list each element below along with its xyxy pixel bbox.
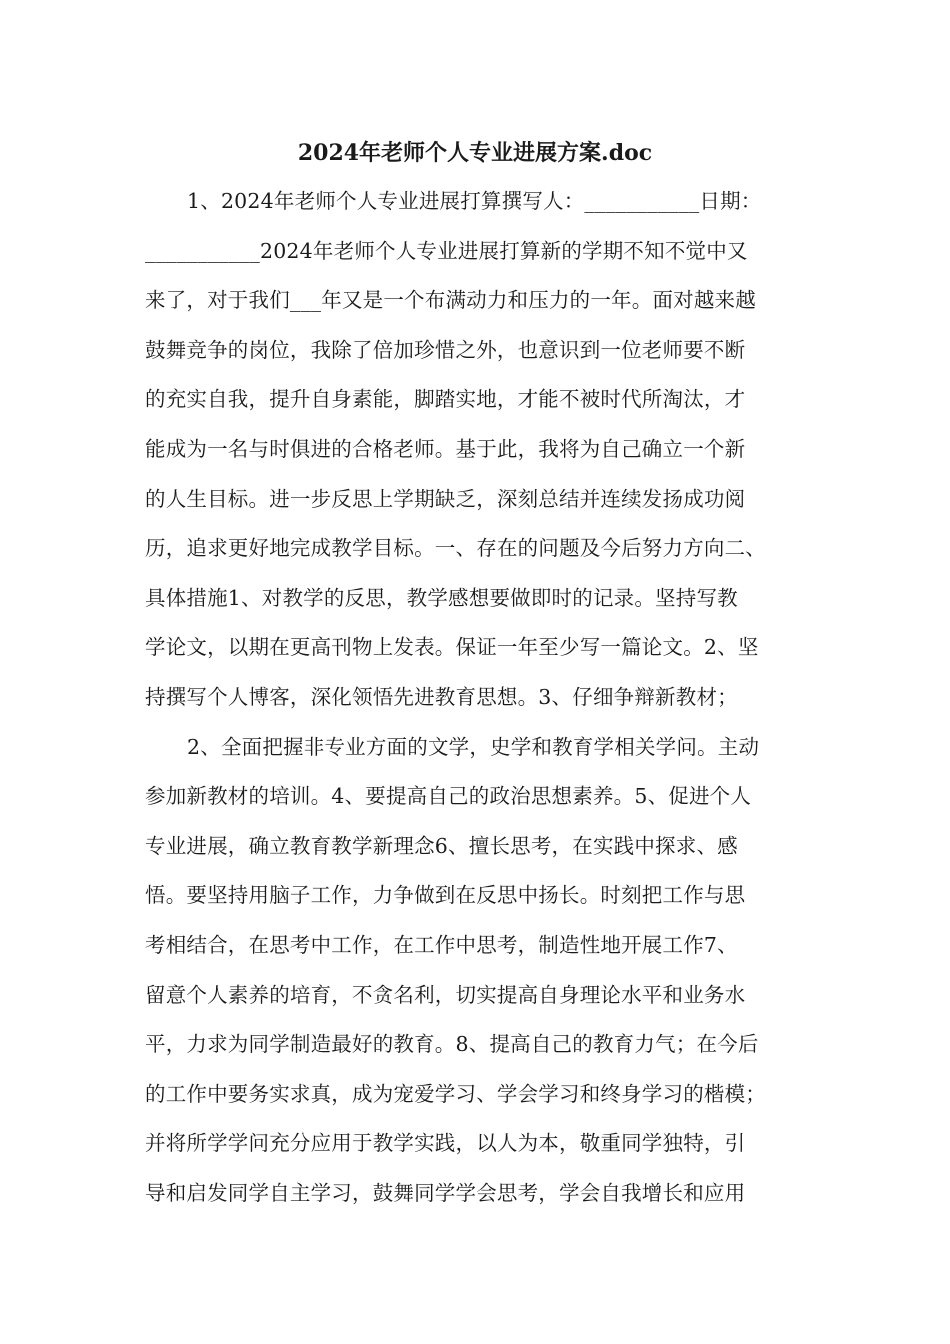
body-line: 参加新教材的培训。4、要提高自己的政治思想素养。5、促进个人 (145, 784, 752, 809)
body-line: 专业进展，确立教育教学新理念6、擅长思考，在实践中探求、感 (145, 833, 738, 858)
body-line: 导和启发同学自主学习，鼓舞同学学会思考，学会自我增长和应用 (145, 1180, 746, 1205)
body-line: 并将所学学问充分应用于教学实践，以人为本，敬重同学独特，引 (145, 1131, 746, 1156)
body-line: 能成为一名与时俱进的合格老师。基于此，我将为自己确立一个新 (145, 436, 746, 461)
document-title: 2024年老师个人专业进展方案.doc (297, 140, 653, 166)
body-line: 1、2024年老师个人专业进展打算撰写人：___________日期： (187, 189, 762, 213)
body-line: 2、全面把握非专业方面的文学，史学和教育学相关学问。主动 (187, 734, 760, 759)
body-line: 鼓舞竞争的岗位，我除了倍加珍惜之外，也意识到一位老师要不断 (145, 337, 746, 362)
body-line: 的工作中要务实求真，成为宠爱学习、学会学习和终身学习的楷模； (145, 1081, 766, 1106)
document-body (145, 181, 815, 1222)
body-line: 持撰写个人博客，深化领悟先进教育思想。3、仔细争辩新教材； (145, 684, 738, 709)
body-line: 具体措施1、对教学的反思，教学感想要做即时的记录。坚持写教 (145, 585, 738, 610)
body-line: 历，追求更好地完成教学目标。一、存在的问题及今后努力方向二、 (145, 536, 766, 561)
body-line: 来了，对于我们___年又是一个布满动力和压力的一年。面对越来越 (145, 288, 756, 313)
body-line: 的充实自我，提升自身素能，脚踏实地，才能不被时代所淘汰，才 (145, 387, 746, 412)
body-line: 学论文，以期在更高刊物上发表。保证一年至少写一篇论文。2、坚 (145, 635, 759, 660)
body-line: 留意个人素养的培育，不贪名利，切实提高自身理论水平和业务水 (145, 982, 746, 1007)
body-line: ___________2024年老师个人专业进展打算新的学期不知不觉中又 (145, 238, 748, 263)
body-line: 的人生目标。进一步反思上学期缺乏，深刻总结并连续发扬成功阅 (145, 486, 746, 511)
body-line: 考相结合，在思考中工作，在工作中思考，制造性地开展工作7、 (145, 932, 738, 957)
body-line: 平，力求为同学制造最好的教育。8、提高自己的教育力气；在今后 (145, 1032, 759, 1057)
body-line: 悟。要坚持用脑子工作，力争做到在反思中扬长。时刻把工作与思 (145, 883, 746, 908)
